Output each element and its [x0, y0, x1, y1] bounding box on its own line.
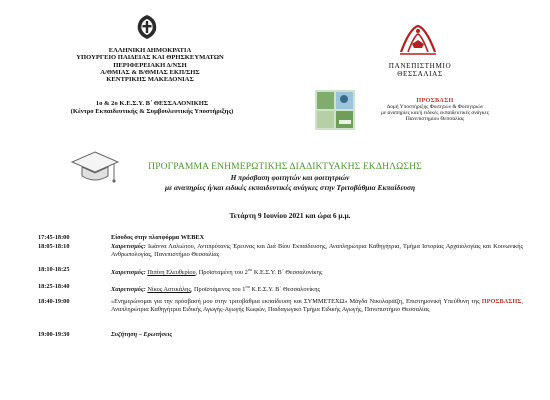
talk-text-pre: «Ενημερώνομαι για την πρόσβασή μου στην τριτοβάθμια εκπαίδευση και ΣΥΜΜΕΤΕΧΩ» Μάγδα Νικολαράϊζη, Επιστημονική Υπεύθυνη της — [111, 298, 482, 305]
program-title: ΠΡΟΓΡΑΜΜΑ ΕΝΗΜΕΡΩΤΙΚΗΣ ΔΙΑΔΙΚΤΥΑΚΗΣ ΕΚΔΗΛΩΣΗΣ — [148, 161, 422, 172]
schedule-time: 18:25-18:40 — [38, 283, 70, 290]
greeting-label: Χαιρετισμός: — [111, 286, 146, 294]
prosvasi-block — [360, 98, 510, 122]
schedule-text — [111, 243, 523, 258]
kesy-header — [32, 100, 272, 117]
ministry-line-3: ΠΕΡΙΦΕΡΕΙΑΚΗ Δ/ΝΣΗ — [113, 61, 187, 69]
speaker-role-pre: , Προϊστάμενος του 1 — [190, 286, 246, 294]
schedule-text: Είσοδος στην πλατφόρμα WEBEX — [111, 234, 205, 241]
schedule-time: 18:40-19:00 — [38, 298, 70, 305]
prosvasi-line-2: με αναπηρίες και/ή ειδικές εκπαιδευτικές ανάγκες — [381, 110, 489, 116]
university-name — [370, 62, 470, 78]
ministry-line-2: ΥΠΟΥΡΓΕΙΟ ΠΑΙΔΕΙΑΣ ΚΑΙ ΘΡΗΣΚΕΥΜΑΤΩΝ — [76, 54, 224, 62]
greeting-label: Χαιρετισμός: — [111, 269, 146, 277]
speaker-name: Νίκος Αστικάλης — [147, 286, 191, 294]
event-date: Τετάρτη 9 Ιουνίου 2021 και ώρα 6 μ.μ. — [229, 211, 351, 220]
schedule-text — [111, 266, 523, 277]
kesy-line-1: 1ο & 2ο Κ.Ε.Σ.Υ. Β΄ ΘΕΣΣΑΛΟΝΙΚΗΣ — [95, 100, 209, 107]
speaker-role-post: Κ.Ε.Σ.Υ. Β΄ Θεσσαλονίκης — [252, 269, 323, 277]
speaker-text: Ιωάννα Λαλιώτου, Αντιπρύτανις Έρευνας και Διά Βίου Εκπαίδευσης, Αναπληρώτρια Καθηγήτρια, Τμήμα Ιστορίας Αρχαιολογίας και Κοινωνικής Ανθρωπολογίας, Πανεπιστήμιο Θεσσαλίας — [111, 243, 523, 258]
prosvasi-highlight: ΠΡΟΣΒΑΣΗΣ — [481, 298, 522, 305]
greek-emblem-icon — [134, 14, 160, 40]
program-subtitle-2: με αναπηρίες ή/και ειδικές εκπαιδευτικές ανάγκες στην Τριτοβάθμια Εκπαίδευση — [164, 183, 416, 192]
speaker-role-pre: , Προϊσταμένη του 2 — [195, 269, 248, 277]
prosvasi-line-1: Δομή Υποστήριξης Φοιτητών & Φοιτητριών — [386, 104, 484, 110]
ordinal-suffix: ου — [245, 284, 250, 289]
schedule-time: 18:05-18:10 — [38, 243, 70, 250]
kesy-line-2: (Κέντρο Εκπαιδευτικής & Συμβουλευτικής Υποστήριξης) — [70, 108, 234, 116]
prosvasi-title: ΠΡΟΣΒΑΣΗ — [416, 97, 454, 104]
ministry-header — [40, 47, 260, 83]
speaker-role-post: Κ.Ε.Σ.Υ. Β΄ Θεσσαλονίκης — [249, 286, 320, 294]
university-name-line-1: ΠΑΝΕΠΙΣΤΗΜΙΟ — [388, 62, 452, 70]
prosvasi-line-3: Πανεπιστημίου Θεσσαλίας — [405, 116, 465, 122]
talk-text-post: , Αναπληρώτρια Καθηγήτρια Ειδικής Αγωγής-Αγωγής Κωφών, Παιδαγωγικό Τμήμα Ειδικής Αγωγής, Πανεπιστήμιο Θεσσαλίας — [111, 298, 523, 313]
university-logo-icon — [398, 22, 438, 58]
ministry-line-1: ΕΛΛΗΝΙΚΗ ΔΗΜΟΚΡΑΤΙΑ — [108, 47, 192, 54]
schedule-time: 17:45-18:00 — [38, 234, 70, 241]
schedule-text — [111, 283, 523, 294]
schedule-time: 18:10-18:25 — [38, 266, 70, 273]
ordinal-suffix: ου — [247, 267, 253, 272]
program-subtitle-1: Η πρόσβαση φοιτητών και φοιτητριών — [230, 173, 350, 182]
prosvasi-logo-icon — [315, 90, 355, 130]
schedule-time: 19:00-19:30 — [38, 331, 70, 338]
greeting-label: Χαιρετισμός: — [111, 243, 146, 250]
speaker-name: Πιπίνη Ελευθερίου — [147, 269, 196, 277]
ministry-line-4: Α/ΘΜΙΑΣ & Β/ΘΜΙΑΣ ΕΚΠ/ΣΗΣ — [100, 68, 200, 76]
university-name-line-2: ΘΕΣΣΑΛΙΑΣ — [397, 70, 443, 78]
ministry-line-5: ΚΕΝΤΡΙΚΗΣ ΜΑΚΕΔΟΝΙΑΣ — [106, 76, 194, 84]
schedule-text: Συζήτηση – Ερωτήσεις — [111, 331, 173, 338]
schedule-text — [111, 298, 523, 313]
